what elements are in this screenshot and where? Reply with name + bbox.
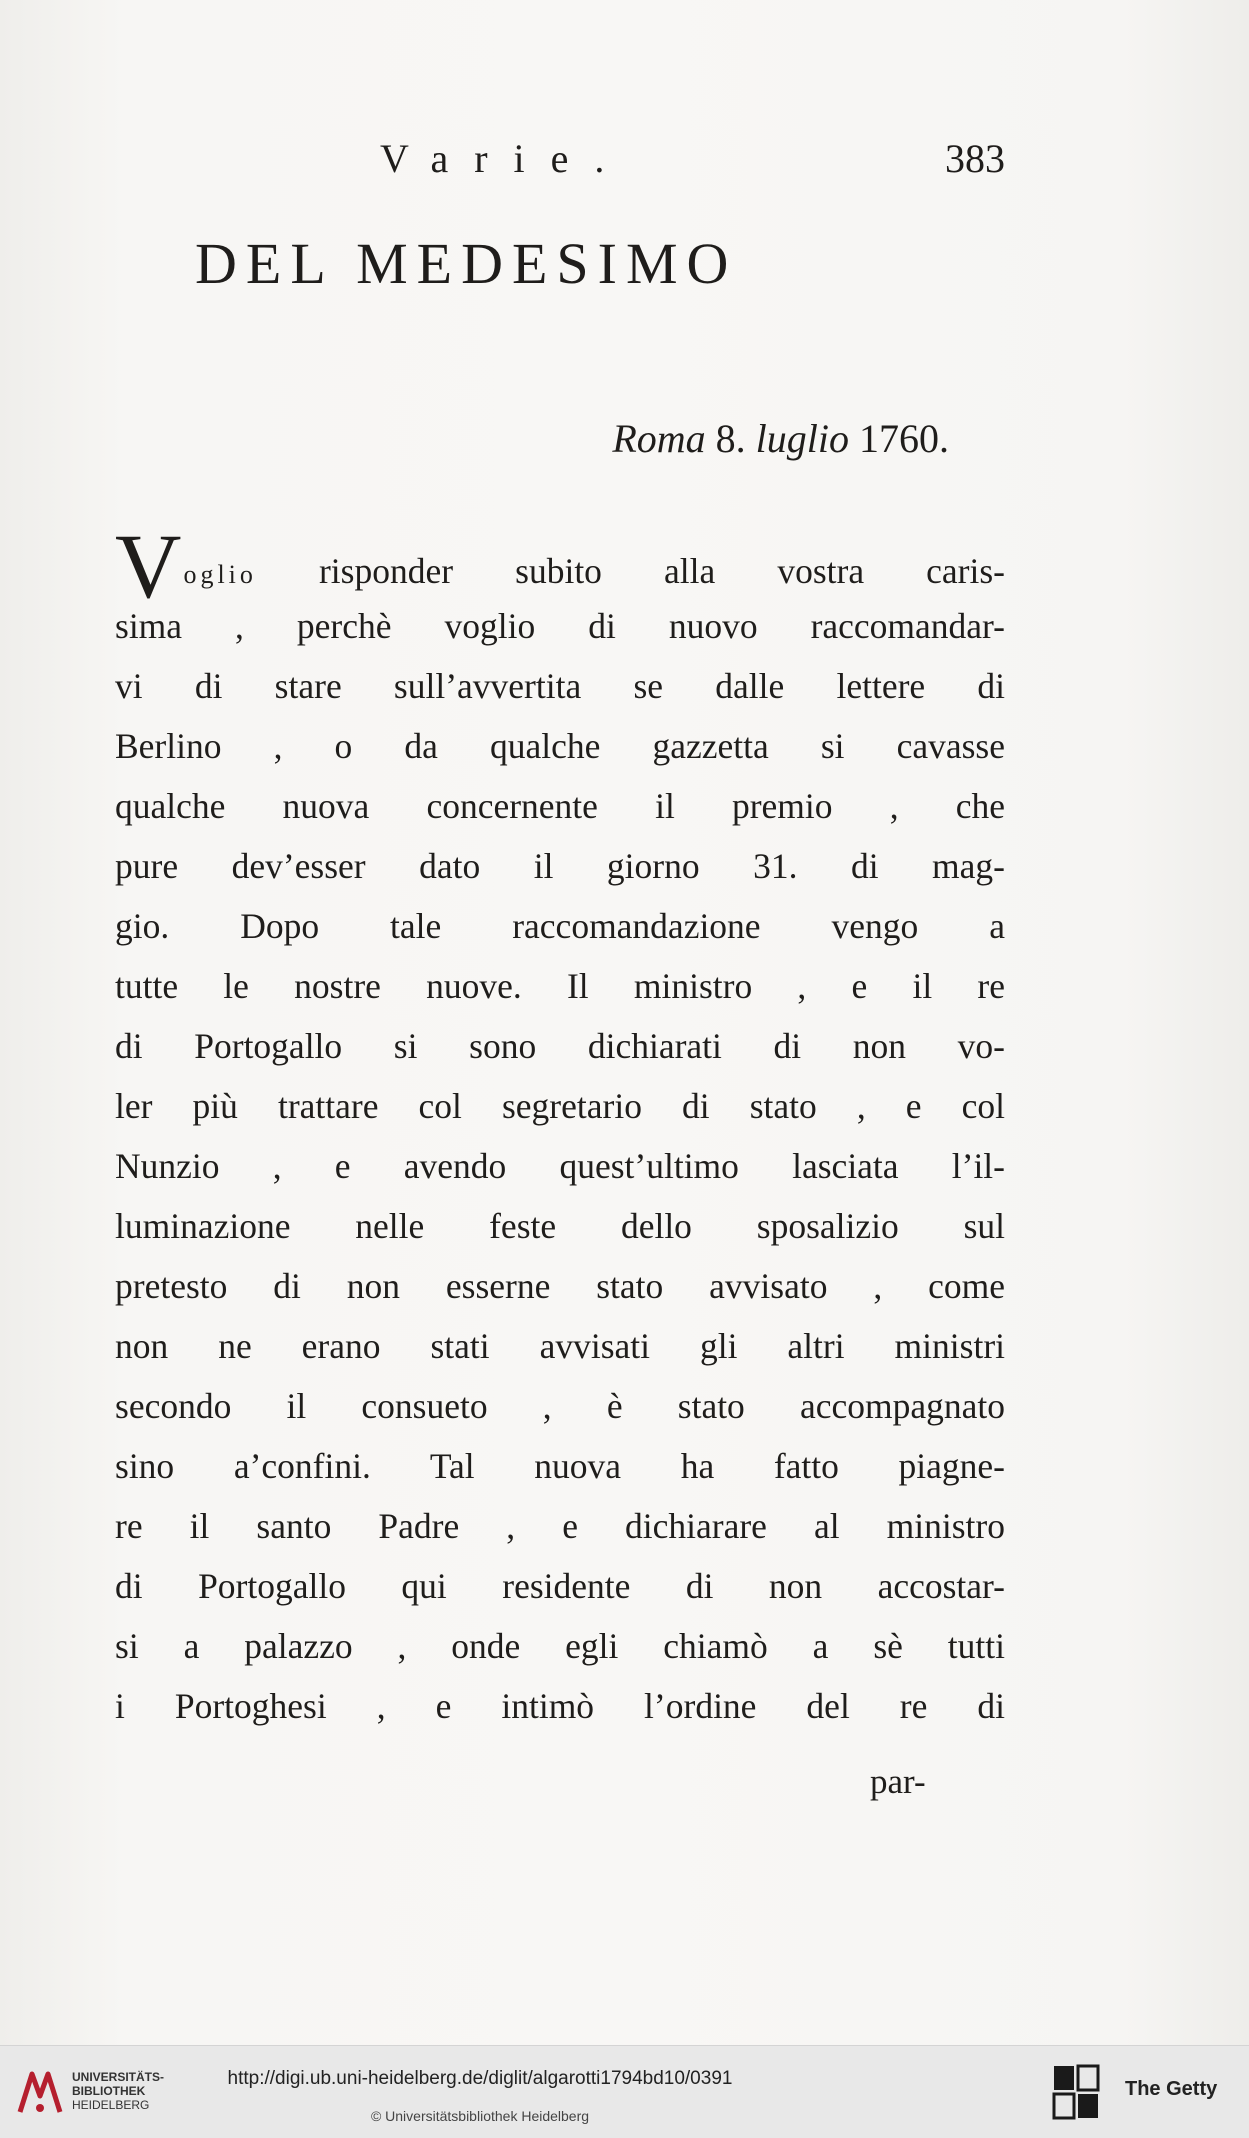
text-line: gio. Dopo tale raccomandazione vengo a xyxy=(115,906,1005,946)
running-head-title: Varie. xyxy=(380,136,631,181)
dateline-year: 1760. xyxy=(859,416,949,461)
page-number: 383 xyxy=(945,136,1005,181)
dateline-month: luglio xyxy=(755,416,849,461)
letter-heading: DEL MEDESIMO xyxy=(195,231,738,296)
copyright-notice: © Universitätsbibliothek Heidelberg xyxy=(370,2108,590,2124)
getty-logo-icon[interactable] xyxy=(1052,2064,1102,2120)
partner-name: The Getty xyxy=(1125,2078,1218,2100)
text-line: si a palazzo , onde egli chiamò a sè tutti xyxy=(115,1626,1005,1666)
viewer-footer xyxy=(0,2045,1249,2138)
text-line: sima , perchè voglio di nuovo raccomandar- xyxy=(115,606,1005,646)
text-line: ler più trattare col segretario di stato , e col xyxy=(115,1086,1005,1126)
dateline xyxy=(612,415,949,462)
text-line: vi di stare sull’avvertita se dalle lettere di xyxy=(115,666,1005,706)
text-line-content: risponder subito alla vostra caris- xyxy=(318,551,1005,591)
library-name-line3: HEIDELBERG xyxy=(72,2098,150,2112)
text-line: re il santo Padre , e dichiarare al ministro xyxy=(115,1506,1005,1546)
text-line: qualche nuova concernente il premio , che xyxy=(115,786,1005,826)
text-line: secondo il consueto , è stato accompagnato xyxy=(115,1386,1005,1426)
university-library-name xyxy=(72,2070,164,2112)
text-line: non ne erano stati avvisati gli altri ministri xyxy=(115,1326,1005,1366)
text-line: tutte le nostre nuove. Il ministro , e il re xyxy=(115,966,1005,1006)
text-line: di Portogallo qui residente di non accostar- xyxy=(115,1566,1005,1606)
running-head xyxy=(380,135,1005,185)
university-library-logo-icon[interactable] xyxy=(14,2066,66,2118)
dateline-place: Roma xyxy=(612,416,706,461)
text-line: pretesto di non esserne stato avvisato , come xyxy=(115,1266,1005,1306)
library-name-line2: BIBLIOTHEK xyxy=(72,2084,146,2098)
catchword: par- xyxy=(870,1762,926,1801)
letter-body xyxy=(115,515,1005,1736)
permalink-url[interactable]: http://digi.ub.uni-heidelberg.de/diglit/algarotti1794bd10/0391 xyxy=(227,2068,733,2089)
text-line xyxy=(115,515,1005,617)
text-line: di Portogallo si sono dichiarati di non vo- xyxy=(115,1026,1005,1066)
text-line: Nunzio , e avendo quest’ultimo lasciata l’il- xyxy=(115,1146,1005,1186)
dateline-day: 8. xyxy=(715,416,746,461)
library-name-line1: UNIVERSITÄTS- xyxy=(72,2070,165,2084)
text-line: luminazione nelle feste dello sposalizio sul xyxy=(115,1206,1005,1246)
drop-cap: V xyxy=(115,515,182,617)
text-line: pure dev’esser dato il giorno 31. di mag- xyxy=(115,846,1005,886)
text-line: i Portoghesi , e intimò l’ordine del re di xyxy=(115,1686,1005,1726)
text-line: Berlino , o da qualche gazzetta si cavasse xyxy=(115,726,1005,766)
text-line: sino a’confini. Tal nuova ha fatto piagne- xyxy=(115,1446,1005,1486)
first-word-smallcaps: oglio xyxy=(183,560,257,589)
